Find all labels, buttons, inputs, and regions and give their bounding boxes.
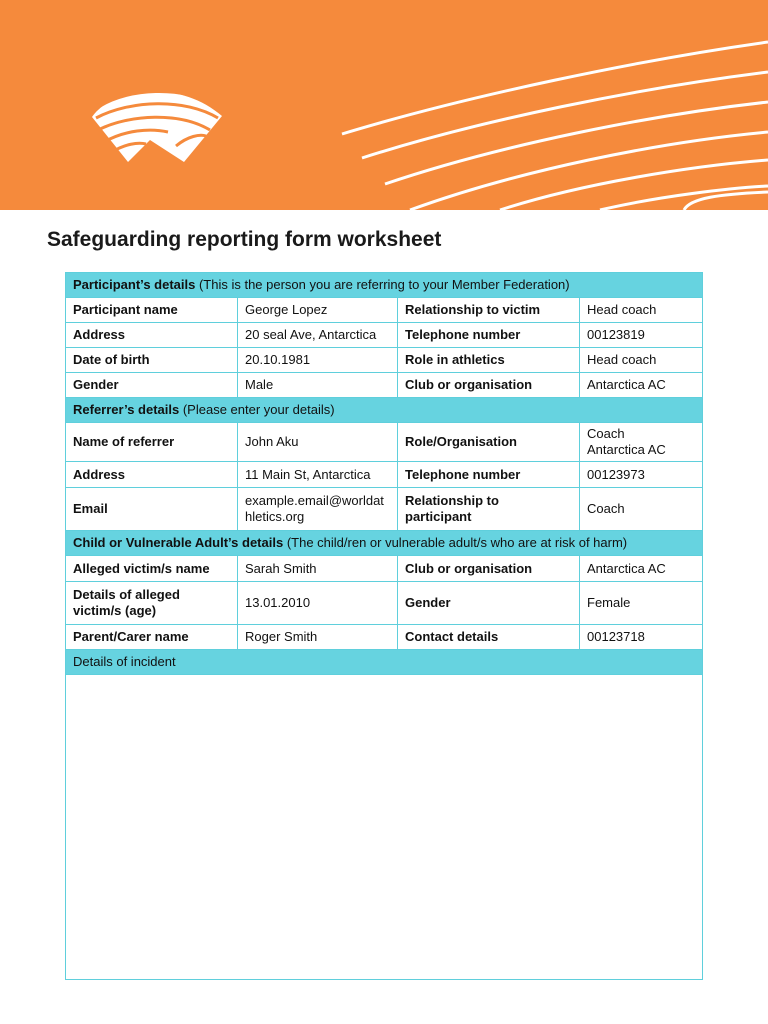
section-heading-text: Referrer’s details [73,402,180,417]
table-row [66,556,703,582]
table-row [66,625,703,650]
table-row [66,582,703,625]
field-label: Club or organisation [398,556,580,582]
field-label: Date of birth [66,348,238,373]
field-value: 20 seal Ave, Antarctica [238,323,398,348]
field-value: 20.10.1981 [238,348,398,373]
field-label: Telephone number [398,462,580,488]
incident-details-field[interactable] [66,675,703,980]
field-label: Alleged victim/s name [66,556,238,582]
field-value: George Lopez [238,298,398,323]
field-value: 00123973 [580,462,703,488]
table-row [66,488,703,531]
field-value: 00123718 [580,625,703,650]
field-label: Name of referrer [66,423,238,462]
field-value: 13.01.2010 [238,582,398,625]
field-label: Address [66,462,238,488]
field-value: Head coach [580,298,703,323]
field-label: Club or organisation [398,373,580,398]
field-value: John Aku [238,423,398,462]
field-label: Contact details [398,625,580,650]
field-value: Roger Smith [238,625,398,650]
field-label: Relationship to victim [398,298,580,323]
table-row [66,348,703,373]
section-note: (This is the person you are referring to your Member Federation) [195,277,570,292]
table-row [66,323,703,348]
field-label: Email [66,488,238,531]
incident-section-header [66,650,703,675]
table-row [66,462,703,488]
field-value: example.email@worldat hletics.org [238,488,398,531]
logo-icon [92,91,222,162]
section-note: (Please enter your details) [179,402,335,417]
victim-section-header [66,531,703,556]
referrer-section-heading [66,398,703,423]
page-title: Safeguarding reporting form worksheet [47,228,442,251]
field-value: Coach [580,488,703,531]
field-value: Sarah Smith [238,556,398,582]
field-label: Parent/Carer name [66,625,238,650]
field-label: Gender [66,373,238,398]
participant-section-heading [66,273,703,298]
table-row [66,298,703,323]
incident-heading: Details of incident [66,650,703,675]
field-label: Relationship to participant [398,488,580,531]
field-label: Details of alleged victim/s (age) [66,582,238,625]
field-value: 11 Main St, Antarctica [238,462,398,488]
field-label: Address [66,323,238,348]
field-value: Head coach [580,348,703,373]
field-label: Telephone number [398,323,580,348]
section-heading-text: Child or Vulnerable Adult’s details [73,535,284,550]
field-label: Role in athletics [398,348,580,373]
decorative-track-lines [0,0,768,210]
incident-row [66,675,703,980]
victim-section-heading [66,531,703,556]
report-form-table [65,272,703,980]
field-value: Male [238,373,398,398]
participant-section-header [66,273,703,298]
field-value: Coach Antarctica AC [580,423,703,462]
field-value: Antarctica AC [580,373,703,398]
field-label: Participant name [66,298,238,323]
section-heading-text: Participant’s details [73,277,196,292]
field-label: Gender [398,582,580,625]
field-label: Role/Organisation [398,423,580,462]
form-body [66,273,703,980]
header-banner [0,0,768,210]
referrer-section-header [66,398,703,423]
table-row [66,423,703,462]
table-row [66,373,703,398]
field-value: 00123819 [580,323,703,348]
field-value: Female [580,582,703,625]
section-note: (The child/ren or vulnerable adult/s who are at risk of harm) [283,535,628,550]
field-value: Antarctica AC [580,556,703,582]
